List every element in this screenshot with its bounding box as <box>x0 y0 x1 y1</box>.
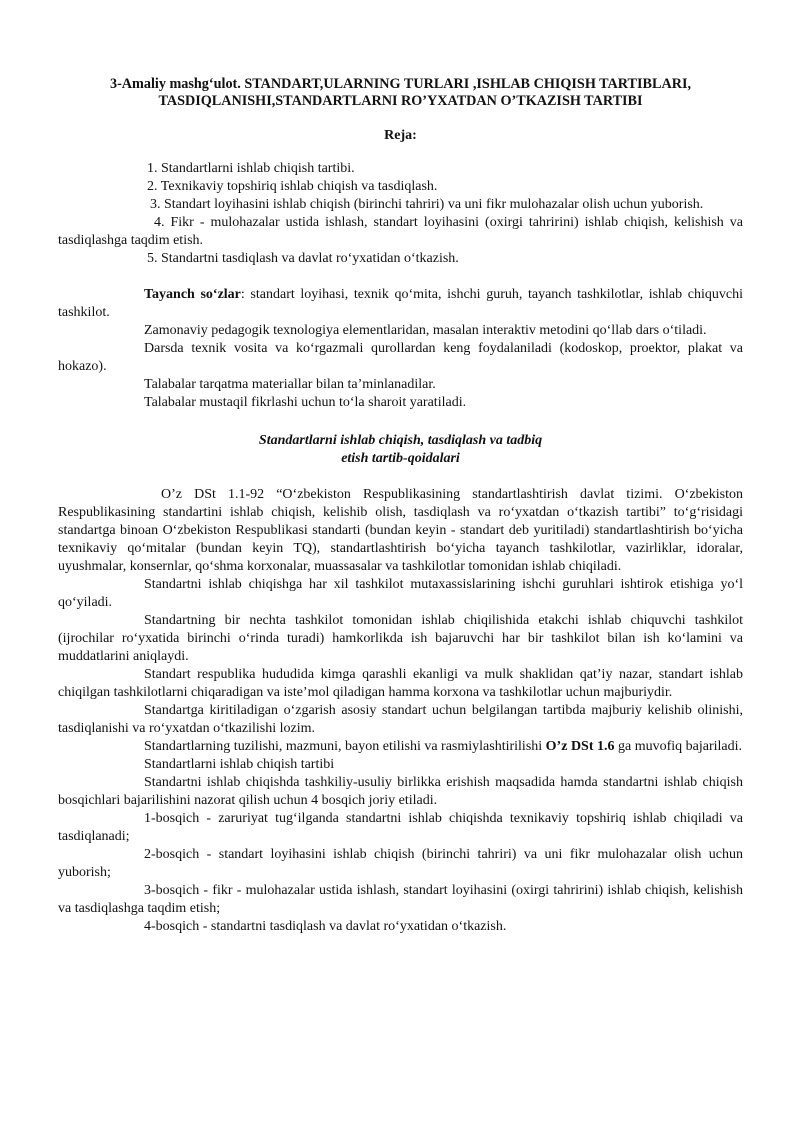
body-paragraph: O’z DSt 1.1-92 “O‘zbekiston Respublikasining standartlashtirish davlat tizimi. O‘zbekiston Respublikasining standartini ishlab chiqish, kelishib olish, tasdiqlash va ro‘yxatdan o‘tkazish tartibi” to‘g‘risidagi standartga binoan O‘zbekiston Respublikasi standarti (bundan keyin - standart deb yuritiladi) standartlashtirish bo‘yicha texnikaviy qo‘mitalar (bundan keyin TQ), standartlashtirish bo‘yicha tayanch tashkilotlar, vazirliklar, idoralar, uyushmalar, konsernlar, qo‘shma korxonalar, muassasalar va tashkilotlar tomonidan ishlab chiqiladi. <box>58 487 743 574</box>
body-paragraph: Standartga kiritiladigan o‘zgarish asosiy standart uchun belgilangan tartibda majburiy kelishib olinishi, tasdiqlanishi va ro‘yxatdan o‘tkazilishi lozim. <box>58 703 743 736</box>
method-paragraph: Talabalar tarqatma materiallar bilan ta’minlanadilar. <box>144 377 436 392</box>
keywords-text: : standart loyihasi, texnik qo‘mita, ishchi guruh, tayanch tashkilotlar, ishlab chiquvchi tashkilot. <box>58 287 743 320</box>
plan-item: 2. Texnikaviy topshiriq ishlab chiqish va tasdiqlash. <box>147 179 438 194</box>
method-paragraph: Darsda texnik vosita va ko‘rgazmali qurollardan keng foydalaniladi (kodoskop, proektor, plakat va hokazo). <box>58 341 743 374</box>
keywords-label: Tayanch so‘zlar <box>144 287 241 302</box>
stage-paragraph: 2-bosqich - standart loyihasini ishlab chiqish (birinchi tahriri) va uni fikr mulohazalar olish uchun yuborish; <box>58 847 743 880</box>
section-title-line: etish tartib-qoidalari <box>341 451 460 466</box>
body-paragraph: Standart respublika hududida kimga qarashli ekanligi va mulk shaklidan qat’iy nazar, standart ishlab chiqilgan tashkilotlarni chiqaradigan va iste’mol qiladigan hamma korxona va tashkilotlar uchun majburiydir. <box>58 667 743 700</box>
body-paragraph: Standartning bir nechta tashkilot tomonidan ishlab chiqilishida etakchi ishlab chiquvchi tashkilot (ijrochilar ro‘yxatida birinchi o‘rinda turadi) hamkorlikda ish bajaruvchi har bir tashkilot bilan ish ko‘lamini va muddatlarini aniqlaydi. <box>58 613 743 664</box>
section-title <box>58 432 743 468</box>
body-paragraph <box>58 738 743 756</box>
plan-item: 1. Standartlarni ishlab chiqish tartibi. <box>147 161 355 176</box>
body-paragraph: Standartni ishlab chiqishga har xil tashkilot mutaxassislarining ishchi guruhlari ishtirok etishiga yo‘l qo‘yiladi. <box>58 577 743 610</box>
body-paragraph: Standartni ishlab chiqishda tashkiliy-usuliy birlikka erishish maqsadida hamda standartni ishlab chiqish bosqichlari bajarilishini nazorat qilish uchun 4 bosqich joriy etiladi. <box>58 775 743 808</box>
plan-item: 4. Fikr - mulohazalar ustida ishlash, standart loyihasini (oxirgi tahririni) ishlab chiqish, kelishish va tasdiqlashga taqdim etish. <box>58 215 743 248</box>
document-page <box>58 76 743 936</box>
method-paragraph: Talabalar mustaqil fikrlashi uchun to‘la sharoit yaratiladi. <box>144 395 467 410</box>
keywords-paragraph <box>58 286 743 322</box>
body-text: ga muvofiq bajariladi. <box>614 739 743 754</box>
plan-heading: Reja: <box>384 128 417 143</box>
body-text: Standartlarning tuzilishi, mazmuni, bayon etilishi va rasmiylashtirilishi <box>144 739 546 754</box>
stage-paragraph: 1-bosqich - zaruriyat tug‘ilganda standartni ishlab chiqishda texnikaviy topshiriq ishlab chiqiladi va tasdiqlanadi; <box>58 811 743 844</box>
stage-paragraph: 3-bosqich - fikr - mulohazalar ustida ishlash, standart loyihasini (oxirgi tahririni) ishlab chiqish, kelishish va tasdiqlashga taqdim etish; <box>58 883 743 916</box>
plan-item: 5. Standartni tasdiqlash va davlat ro‘yxatidan o‘tkazish. <box>147 251 459 266</box>
standard-reference: O’z DSt 1.6 <box>545 739 615 754</box>
method-paragraph: Zamonaviy pedagogik texnologiya elementlaridan, masalan interaktiv metodini qo‘llab dars o‘tiladi. <box>144 323 707 338</box>
plan-item: 3. Standart loyihasini ishlab chiqish (birinchi tahriri) va uni fikr mulohazalar olish uchun yuborish. <box>150 197 704 212</box>
body-paragraph: Standartlarni ishlab chiqish tartibi <box>144 757 335 772</box>
section-title-line: Standartlarni ishlab chiqish, tasdiqlash va tadbiq <box>258 433 543 448</box>
stage-paragraph: 4-bosqich - standartni tasdiqlash va davlat ro‘yxatidan o‘tkazish. <box>144 919 507 934</box>
document-title: 3-Amaliy mashg‘ulot. STANDART,ULARNING TURLARI ,ISHLAB CHIQISH TARTIBLARI, TASDIQLANISHI,STANDARTLARNI RO’YXATDAN O’TKAZISH TARTIBI <box>109 76 692 109</box>
